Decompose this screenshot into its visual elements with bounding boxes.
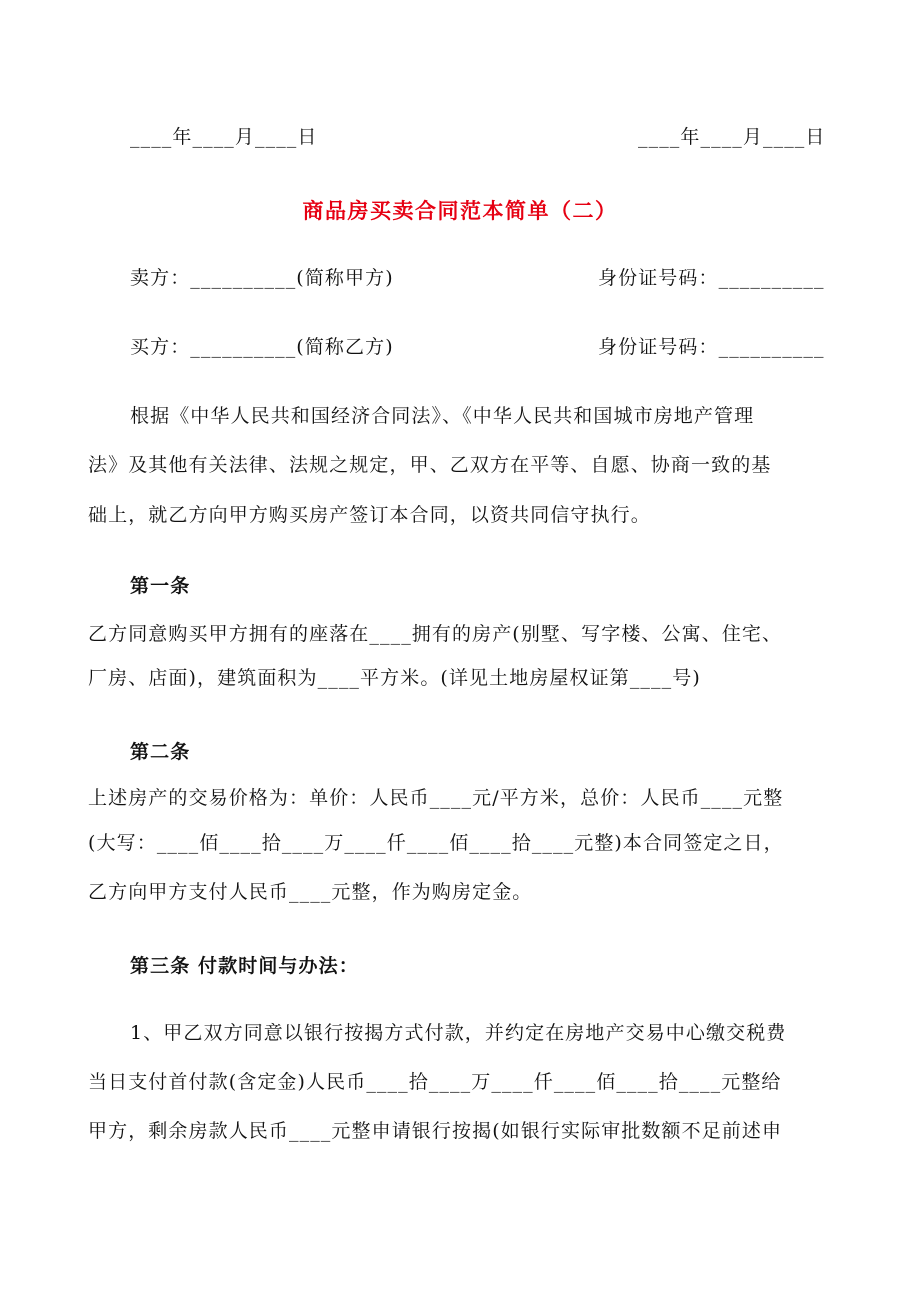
- article-3-line: 甲方，剩余房款人民币____元整申请银行按揭(如银行实际审批数额不足前述申: [88, 1120, 783, 1142]
- preamble-line: 法》及其他有关法律、法规之规定，甲、乙双方在平等、自愿、协商一致的基: [88, 454, 772, 476]
- buyer-id-line: 身份证号码：__________: [598, 336, 825, 358]
- seller-line: 卖方：__________(简称甲方): [130, 267, 394, 289]
- preamble-line: 础上，就乙方向甲方购买房产签订本合同，以资共同信守执行。: [88, 504, 651, 526]
- document-title: 商品房买卖合同范本简单（二）: [302, 198, 618, 223]
- article-3-heading: 第三条 付款时间与办法：: [130, 955, 359, 977]
- article-2-line: 上述房产的交易价格为：单价：人民币____元/平方米，总价：人民币____元整: [88, 787, 784, 809]
- buyer-line: 买方：__________(简称乙方): [130, 336, 394, 358]
- article-2-line: (大写：____佰____拾____万____仟____佰____拾____元整)本合同签定之日，: [88, 832, 784, 854]
- article-3-line: 当日支付首付款(含定金)人民币____拾____万____仟____佰____拾____元整给: [88, 1071, 782, 1093]
- article-1-heading: 第一条: [130, 575, 191, 597]
- article-2-heading: 第二条: [130, 741, 191, 763]
- article-2-line: 乙方向甲方支付人民币____元整，作为购房定金。: [88, 881, 533, 903]
- preamble-line: 根据《中华人民共和国经济合同法》、《中华人民共和国城市房地产管理: [130, 405, 755, 427]
- article-1-line: 厂房、店面)，建筑面积为____平方米。(详见土地房屋权证第____号): [88, 667, 701, 689]
- article-1-line: 乙方同意购买甲方拥有的座落在____拥有的房产(别墅、写字楼、公寓、住宅、: [88, 623, 783, 645]
- date-line-left: ____年____月____日: [130, 126, 318, 148]
- article-3-line: 1、甲乙双方同意以银行按揭方式付款，并约定在房地产交易中心缴交税费: [130, 1022, 787, 1044]
- seller-id-line: 身份证号码：__________: [598, 267, 825, 289]
- date-line-right: ____年____月____日: [638, 126, 826, 148]
